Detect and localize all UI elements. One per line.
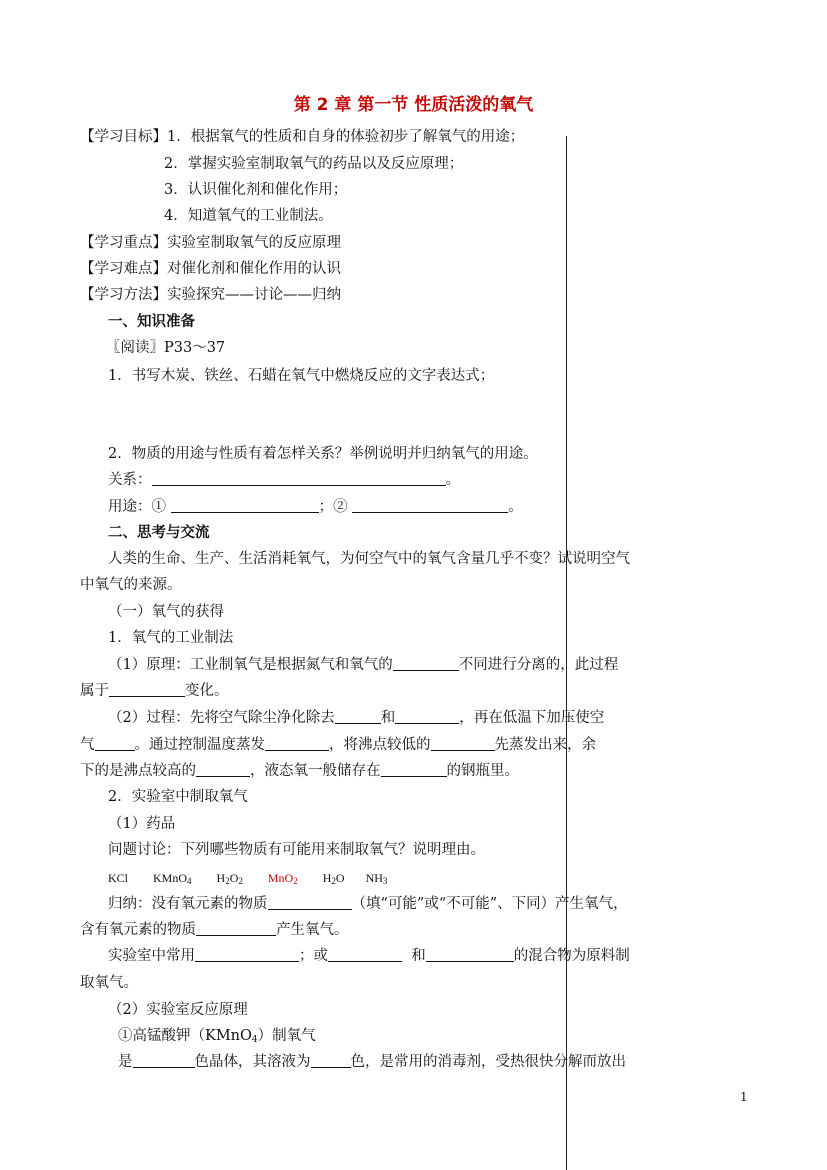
principle-row	[108, 655, 618, 675]
blank-field[interactable]	[109, 682, 185, 697]
relation-row	[108, 470, 460, 490]
text: 产生氧气。	[276, 922, 349, 938]
blank-field[interactable]	[133, 1053, 195, 1068]
text: O	[229, 871, 239, 885]
blank-field[interactable]	[95, 736, 135, 751]
blank-field[interactable]	[426, 947, 514, 962]
text: H	[216, 871, 226, 885]
text: ，再在低温下加压使空	[459, 710, 605, 726]
goals-label: 【学习目标】	[80, 129, 167, 145]
subscript: 2	[293, 876, 298, 886]
text: ①高锰酸钾（KMnO	[118, 1028, 252, 1044]
blank-field[interactable]	[152, 471, 446, 486]
text: 色晶体，其溶液为	[194, 1054, 311, 1070]
blank-field[interactable]	[311, 1053, 351, 1068]
text: 变化。	[185, 683, 229, 699]
chem-h2o	[323, 871, 345, 885]
period: 。	[508, 499, 523, 515]
text: 的钢瓶里。	[446, 763, 519, 779]
focus-row	[80, 233, 341, 253]
goal-item: 1．根据氧气的性质和自身的体验初步了解氧气的用途；	[167, 129, 525, 145]
process-row	[80, 735, 596, 755]
period: 。	[445, 472, 460, 488]
relation-label: 关系：	[108, 472, 152, 488]
subheading: （1）药品	[108, 816, 176, 832]
text: MnO	[267, 871, 294, 885]
subheading: 1．氧气的工业制法	[108, 630, 234, 646]
question-2: 2．物质的用途与性质有着怎样关系？举例说明并归纳氧气的用途。	[108, 446, 538, 462]
subheading: （2）实验室反应原理	[108, 1002, 248, 1018]
subscript: 3	[382, 876, 388, 886]
text: （1）原理：工业制氧气是根据氮气和氧气的	[108, 657, 393, 673]
method-text: 实验探究——讨论——归纳	[167, 287, 341, 303]
text: （填“可能”或“不可能”、下同）产生氧气，	[351, 896, 628, 912]
subscript: 2	[238, 876, 243, 886]
chem-nh3	[366, 871, 388, 885]
paragraph-line: 人类的生命、生产、生活消耗氧气，为何空气中的氧气含量几乎不变？试说明空气	[108, 551, 630, 567]
page-title: 第 2 章 第一节 性质活泼的氧气	[293, 95, 534, 115]
text: 不同进行分离的，此过程	[458, 657, 619, 673]
subscript: 4	[251, 1035, 258, 1045]
blank-field[interactable]	[268, 895, 352, 910]
method-row	[80, 285, 341, 305]
goal-item: 4．知道氧气的工业制法。	[164, 208, 333, 224]
blank-field[interactable]	[196, 921, 276, 936]
goal-item: 2．掌握实验室制取氧气的药品以及反应原理；	[164, 156, 464, 172]
blank-field[interactable]	[195, 947, 299, 962]
text: 实验室中常用	[108, 948, 195, 964]
blank-field[interactable]	[265, 736, 329, 751]
blank-field[interactable]	[171, 498, 319, 513]
text: O	[335, 871, 345, 885]
principle-row	[80, 681, 229, 701]
section-heading: 一、知识准备	[108, 314, 195, 330]
blank-field[interactable]	[196, 762, 250, 777]
reading-note: 〖阅读〗P33～37	[106, 340, 226, 356]
question-1: 1．书写木炭、铁丝、石蜡在氧气中燃烧反应的文字表达式；	[108, 368, 495, 384]
conclusion-row	[80, 920, 349, 940]
subscript: 4	[187, 876, 192, 886]
text: 和	[411, 948, 426, 964]
blank-field[interactable]	[352, 498, 508, 513]
text: NH	[365, 871, 383, 885]
process-row	[108, 708, 604, 728]
goals-row-1	[80, 127, 524, 147]
subscript: 2	[225, 876, 230, 886]
focus-label: 【学习重点】	[80, 235, 167, 251]
kmno4-description	[118, 1052, 626, 1072]
use-row	[108, 497, 523, 517]
text: H	[322, 871, 332, 885]
blank-field[interactable]	[328, 947, 402, 962]
blank-field[interactable]	[431, 736, 495, 751]
lab-use-row: 取氧气。	[80, 975, 138, 991]
text: 和	[380, 710, 396, 726]
subscript: 2	[331, 876, 336, 886]
text: ）制氧气	[257, 1028, 316, 1044]
text: 气	[80, 737, 95, 753]
chem-mno2	[268, 871, 298, 885]
text: 是	[118, 1054, 133, 1070]
blank-field[interactable]	[393, 656, 459, 671]
text: KMnO	[153, 871, 188, 885]
kmno4-heading	[118, 1026, 316, 1050]
subheading: 2．实验室中制取氧气	[108, 789, 248, 805]
goal-item: 3．认识催化剂和催化作用；	[164, 182, 348, 198]
method-label: 【学习方法】	[80, 287, 167, 303]
chem-kcl: KCl	[108, 871, 129, 885]
blank-field[interactable]	[395, 709, 459, 724]
section-heading: 二、思考与交流	[108, 525, 210, 541]
focus-text: 实验室制取氧气的反应原理	[167, 235, 341, 251]
text: 。通过控制温度蒸发	[134, 737, 265, 753]
separator: ；②	[318, 499, 348, 515]
text: 先蒸发出来，余	[494, 737, 596, 753]
text: （2）过程：先将空气除尘净化除去	[108, 710, 335, 726]
page-number: 1	[740, 1090, 748, 1104]
conclusion-row	[108, 894, 628, 914]
text: ；或	[299, 948, 328, 964]
chem-h2o2	[217, 871, 243, 885]
text: ，将沸点较低的	[329, 737, 431, 753]
chemical-list	[108, 868, 387, 891]
difficulty-row	[80, 259, 341, 279]
text: 归纳：没有氧元素的物质	[108, 896, 268, 912]
difficulty-label: 【学习难点】	[80, 261, 167, 277]
text: 下的是沸点较高的	[80, 763, 196, 779]
blank-field[interactable]	[335, 709, 381, 724]
text: ，液态氧一般储存在	[250, 763, 381, 779]
paragraph-line: 中氧气的来源。	[80, 577, 182, 593]
process-row	[80, 761, 519, 781]
use-label: 用途：①	[108, 499, 166, 515]
text: 色，是常用的消毒剂，受热很快分解而放出	[350, 1054, 626, 1070]
blank-field[interactable]	[381, 762, 447, 777]
discussion-question: 问题讨论：下列哪些物质有可能用来制取氧气？说明理由。	[108, 842, 485, 858]
difficulty-text: 对催化剂和催化作用的认识	[167, 261, 341, 277]
margin-line	[566, 136, 567, 1170]
text: 的混合物为原料制	[513, 948, 630, 964]
lab-use-row	[108, 946, 630, 966]
chem-kmno4	[153, 871, 192, 885]
text: 属于	[80, 683, 109, 699]
text: 含有氧元素的物质	[80, 922, 196, 938]
subheading: （一）氧气的获得	[108, 604, 224, 620]
